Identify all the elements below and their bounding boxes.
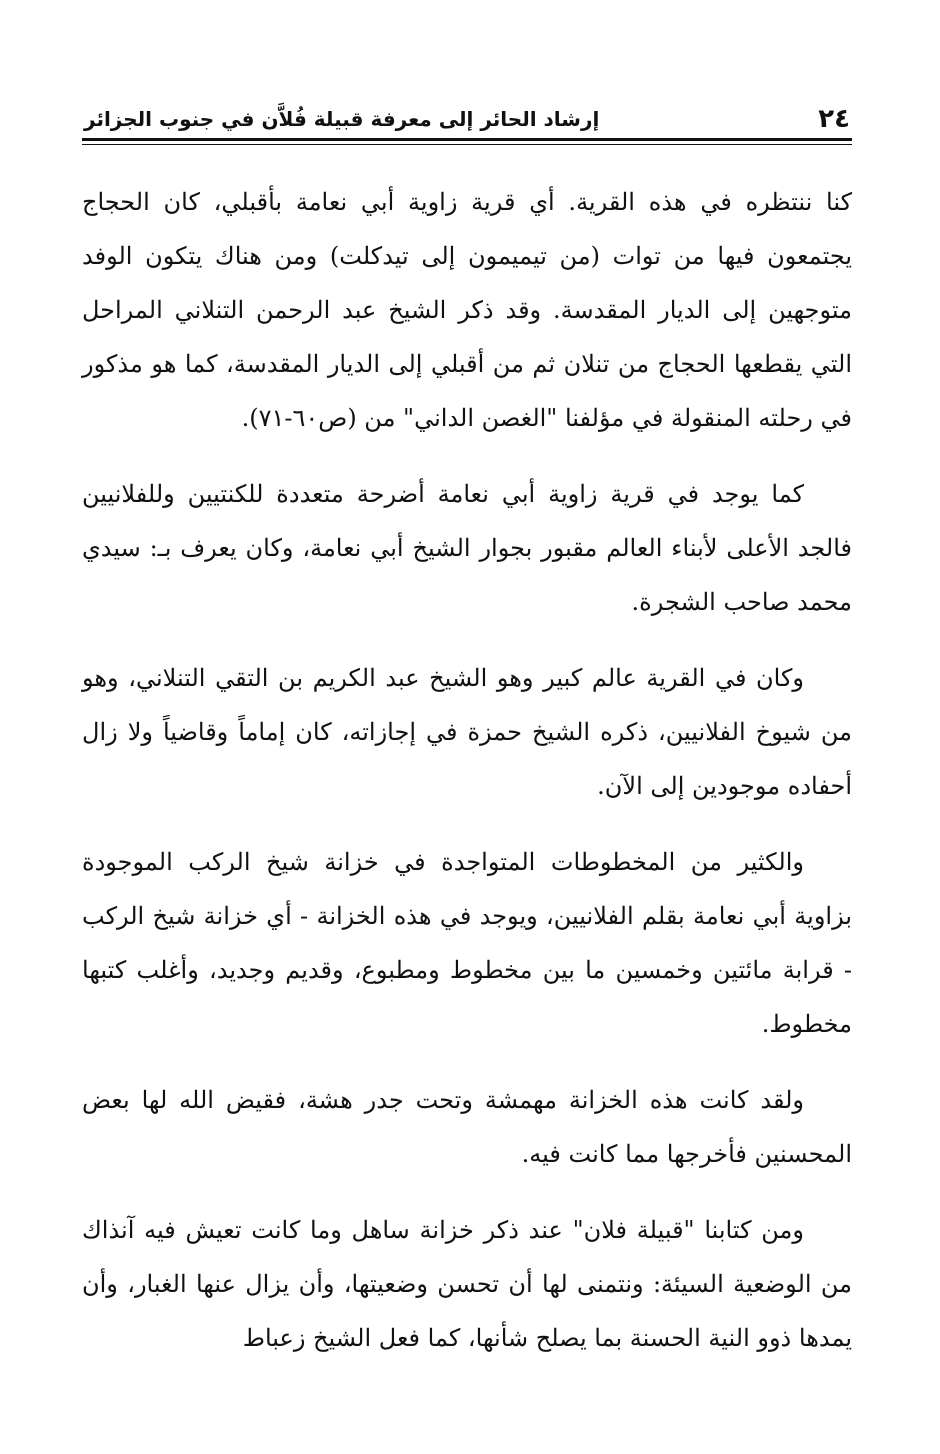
- body-text: [82, 175, 852, 1365]
- paragraph-1: كنا ننتظره في هذه القرية. أي قرية زاوية أبي نعامة بأقبلي، كان الحجاج يجتمعون فيها من توات (من تيميمون إلى تيدكلت) ومن هناك يتكون الوفد متوجهين إلى الديار المقدسة. وقد ذكر الشيخ عبد الرحمن التنلاني المراحل التي يقطعها الحجاج من تنلان ثم من أقبلي إلى الديار المقدسة، كما هو مذكور في رحلته المنقولة في مؤلفنا "الغصن الداني" من (ص٦٠-٧١).: [82, 188, 852, 432]
- book-page: [82, 98, 852, 1387]
- header-rule-thin: [82, 144, 852, 145]
- paragraph-4: والكثير من المخطوطات المتواجدة في خزانة شيخ الركب الموجودة بزاوية أبي نعامة بقلم الفلانيين، ويوجد في هذه الخزانة - أي خزانة شيخ الركب - قرابة مائتين وخمسين ما بين مخطوط ومطبوع، وقديم وجديد، وأغلب كتبها مخطوط.: [82, 848, 853, 1038]
- book-title: إرشاد الحائر إلى معرفة قبيلة فُلاَّن في جنوب الجزائر: [84, 107, 600, 131]
- paragraph-3: وكان في القرية عالم كبير وهو الشيخ عبد الكريم بن التقي التنلاني، وهو من شيوخ الفلانيين، ذكره الشيخ حمزة في إجازاته، كان إماماً وقاضياً ولا زال أحفاده موجودين إلى الآن.: [82, 664, 852, 800]
- paragraph-6: ومن كتابنا "قبيلة فلان" عند ذكر خزانة ساهل وما كانت تعيش فيه آنذاك من الوضعية السيئة: ونتمنى لها أن تحسن وضعيتها، وأن يزال عنها الغبار، وأن يمدها ذوو النية الحسنة بما يصلح شأنها، كما فعل الشيخ زعباط: [82, 1216, 852, 1352]
- paragraph-2: كما يوجد في قرية زاوية أبي نعامة أضرحة متعددة للكنتيين وللفلانيين فالجد الأعلى لأبناء العالم مقبور بجوار الشيخ أبي نعامة، وكان يعرف بـ: سيدي محمد صاحب الشجرة.: [82, 480, 852, 616]
- page-number: ٢٤: [818, 104, 850, 134]
- paragraph-5: ولقد كانت هذه الخزانة مهمشة وتحت جدر هشة، فقيض الله لها بعض المحسنين فأخرجها مما كانت فيه.: [82, 1086, 852, 1168]
- running-header: [82, 98, 852, 134]
- header-rule-thick: [82, 138, 852, 141]
